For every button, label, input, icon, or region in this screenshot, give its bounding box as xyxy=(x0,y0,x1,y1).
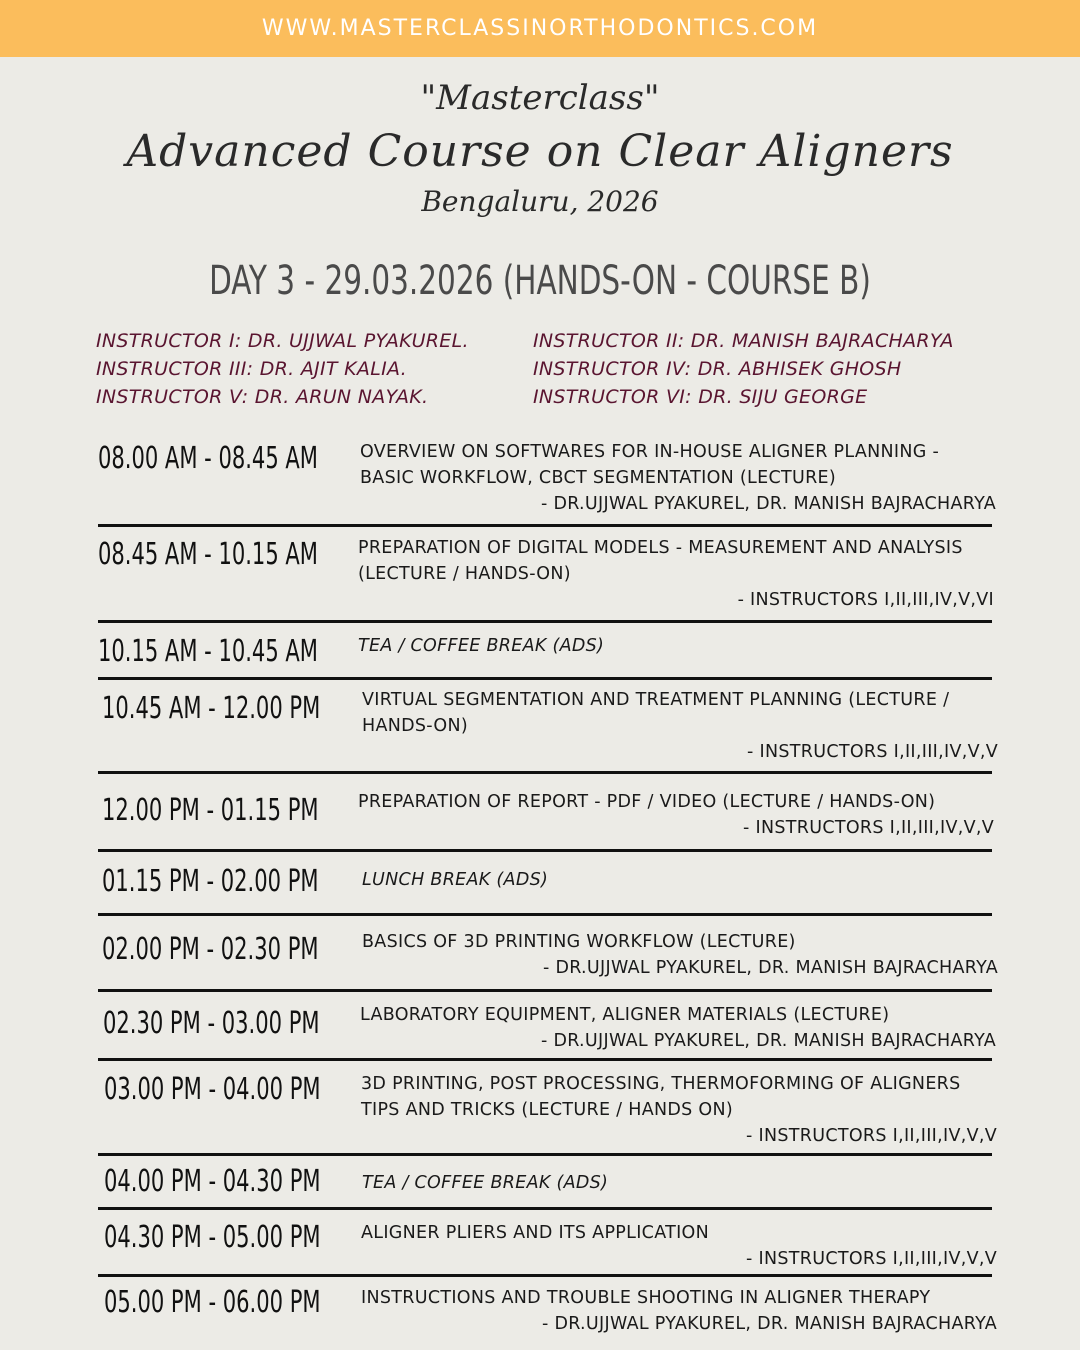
schedule-row xyxy=(98,1162,992,1210)
session-title-line: LABORATORY EQUIPMENT, ALIGNER MATERIALS (LECTURE) xyxy=(360,1005,890,1025)
website-banner xyxy=(0,0,1080,57)
instructor-5: INSTRUCTOR V: DR. ARUN NAYAK. xyxy=(96,386,429,408)
schedule-row xyxy=(98,687,998,774)
session-presenter: - DR.UJJWAL PYAKUREL, DR. MANISH BAJRACHARYA xyxy=(540,1031,996,1051)
schedule-row xyxy=(98,1002,996,1061)
session-presenter: - DR.UJJWAL PYAKUREL, DR. MANISH BAJRACHARYA xyxy=(542,958,998,978)
schedule-row xyxy=(98,630,992,680)
session-time: 10.15 AM - 10.45 AM xyxy=(98,634,318,669)
session-time: 10.45 AM - 12.00 PM xyxy=(102,691,321,726)
session-title-line: 3D PRINTING, POST PROCESSING, THERMOFORMING OF ALIGNERS xyxy=(361,1074,961,1094)
schedule-row xyxy=(98,928,998,992)
session-title-line: INSTRUCTIONS AND TROUBLE SHOOTING IN ALIGNER THERAPY xyxy=(361,1288,931,1308)
instructor-2: INSTRUCTOR II: DR. MANISH BAJRACHARYA xyxy=(533,330,954,352)
session-description xyxy=(360,1002,996,1054)
day-heading: DAY 3 - 29.03.2026 (HANDS-ON - COURSE B) xyxy=(209,258,871,304)
session-title-line: PREPARATION OF REPORT - PDF / VIDEO (LECTURE / HANDS-ON) xyxy=(358,792,936,812)
session-description xyxy=(361,1071,997,1149)
session-description xyxy=(358,789,994,841)
session-time: 05.00 PM - 06.00 PM xyxy=(104,1285,321,1320)
title-location: Bengaluru, 2026 xyxy=(421,185,659,218)
schedule-row xyxy=(98,858,992,916)
session-time: 04.30 PM - 05.00 PM xyxy=(104,1220,321,1255)
schedule-row xyxy=(98,789,992,852)
session-time: 08.45 AM - 10.15 AM xyxy=(98,537,318,572)
instructor-1: INSTRUCTOR I: DR. UJJWAL PYAKUREL. xyxy=(96,330,469,352)
session-time: 02.00 PM - 02.30 PM xyxy=(102,932,319,967)
session-time: 01.15 PM - 02.00 PM xyxy=(102,864,319,899)
session-description xyxy=(362,1170,998,1196)
session-title-line: (LECTURE / HANDS-ON) xyxy=(358,564,571,584)
session-time: 04.00 PM - 04.30 PM xyxy=(104,1164,321,1199)
session-description xyxy=(362,687,998,765)
session-description xyxy=(362,929,998,981)
instructor-4: INSTRUCTOR IV: DR. ABHISEK GHOSH xyxy=(533,358,902,380)
instructor-6: INSTRUCTOR VI: DR. SIJU GEORGE xyxy=(533,386,868,408)
break-label: LUNCH BREAK (ADS) xyxy=(362,870,549,890)
session-description xyxy=(358,535,994,613)
session-title-line: BASICS OF 3D PRINTING WORKFLOW (LECTURE) xyxy=(362,932,796,952)
session-title-line: HANDS-ON) xyxy=(362,716,468,736)
break-label: TEA / COFFEE BREAK (ADS) xyxy=(358,636,605,656)
schedule-row xyxy=(98,437,996,527)
session-title-line: BASIC WORKFLOW, CBCT SEGMENTATION (LECTURE) xyxy=(360,468,837,488)
session-title-line: OVERVIEW ON SOFTWARES FOR IN-HOUSE ALIGNER PLANNING - xyxy=(360,442,940,462)
session-title-line: TIPS AND TRICKS (LECTURE / HANDS ON) xyxy=(361,1100,734,1120)
session-presenter: - INSTRUCTORS I,II,III,IV,V,VI xyxy=(737,590,994,610)
session-title-line: ALIGNER PLIERS AND ITS APPLICATION xyxy=(361,1223,710,1243)
session-description xyxy=(360,439,996,517)
session-presenter: - INSTRUCTORS I,II,III,IV,V,V xyxy=(747,742,998,762)
session-description xyxy=(361,1220,997,1272)
website-url[interactable]: WWW.MASTERCLASSINORTHODONTICS.COM xyxy=(261,16,819,41)
schedule-row xyxy=(98,1285,997,1345)
session-presenter: - DR.UJJWAL PYAKUREL, DR. MANISH BAJRACHARYA xyxy=(540,494,996,514)
title-masterclass: "Masterclass" xyxy=(420,78,660,118)
session-title-line: PREPARATION OF DIGITAL MODELS - MEASUREMENT AND ANALYSIS xyxy=(358,538,963,558)
session-description xyxy=(361,1285,997,1337)
session-presenter: - INSTRUCTORS I,II,III,IV,V,V xyxy=(746,1249,997,1269)
break-label: TEA / COFFEE BREAK (ADS) xyxy=(362,1173,609,1193)
session-time: 03.00 PM - 04.00 PM xyxy=(104,1072,321,1107)
instructor-3: INSTRUCTOR III: DR. AJIT KALIA. xyxy=(96,358,408,380)
session-time: 12.00 PM - 01.15 PM xyxy=(102,793,319,828)
session-description xyxy=(362,867,998,893)
course-title xyxy=(0,72,1080,218)
session-presenter: - INSTRUCTORS I,II,III,IV,V,V xyxy=(746,1126,997,1146)
session-presenter: - INSTRUCTORS I,II,III,IV,V,V xyxy=(743,818,994,838)
schedule-row xyxy=(98,1218,997,1277)
schedule-row xyxy=(98,533,992,623)
session-presenter: - DR.UJJWAL PYAKUREL, DR. MANISH BAJRACHARYA xyxy=(541,1314,997,1334)
session-time: 02.30 PM - 03.00 PM xyxy=(103,1006,320,1041)
session-time: 08.00 AM - 08.45 AM xyxy=(98,441,318,476)
session-title-line: VIRTUAL SEGMENTATION AND TREATMENT PLANNING (LECTURE / xyxy=(362,690,950,710)
instructor-list xyxy=(96,330,996,408)
session-description xyxy=(358,633,994,659)
title-course-name: Advanced Course on Clear Aligners xyxy=(126,126,954,177)
schedule-row xyxy=(98,1070,997,1156)
